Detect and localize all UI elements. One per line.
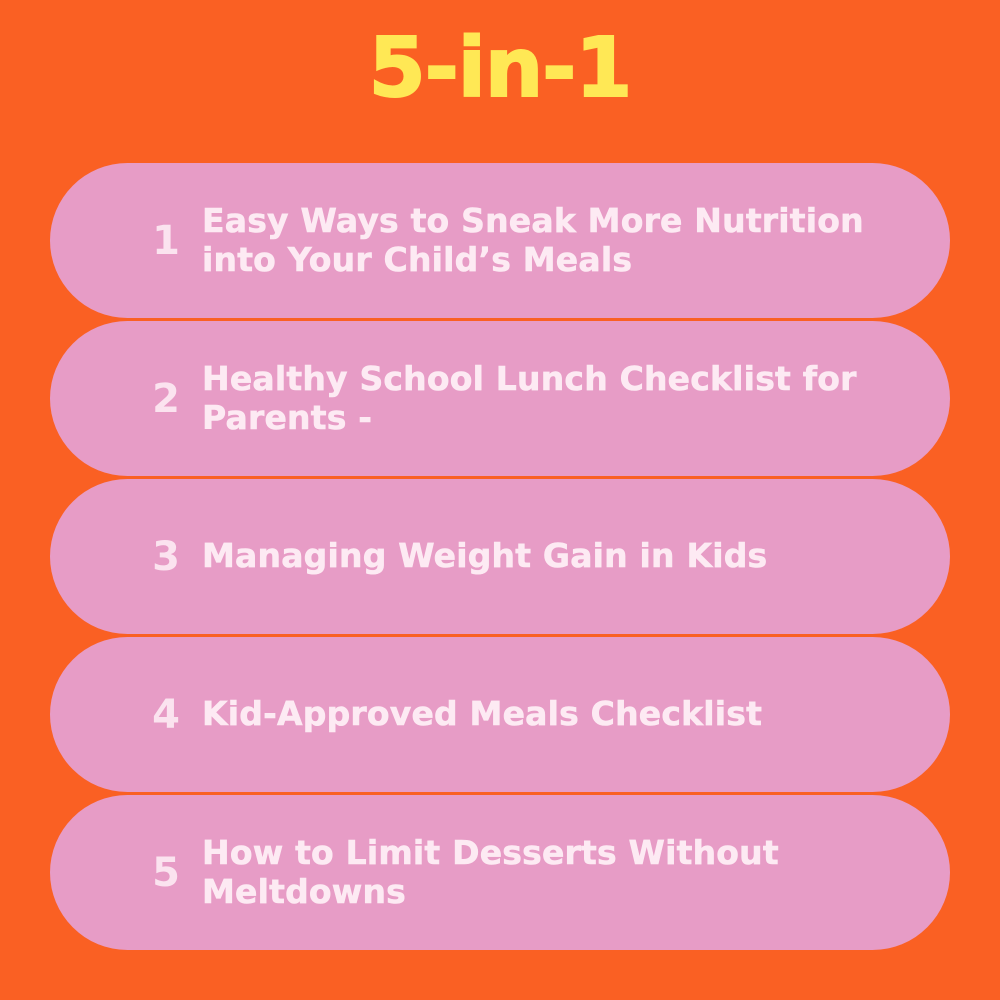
list-item-label: Managing Weight Gain in Kids (202, 536, 768, 576)
checklist (50, 163, 950, 953)
list-item-number: 3 (152, 533, 180, 580)
page-title: 5-in-1 (368, 21, 632, 116)
list-item[interactable] (50, 163, 950, 318)
list-item[interactable] (50, 321, 950, 476)
list-item-label: How to Limit Desserts Without Meltdowns (202, 832, 779, 911)
list-item[interactable] (50, 795, 950, 950)
list-item-number: 2 (152, 375, 180, 422)
list-item-number: 1 (152, 217, 180, 264)
list-item-label: Healthy School Lunch Checklist for Parents - (202, 358, 857, 437)
list-item-number: 5 (152, 849, 180, 896)
list-item-label: Kid-Approved Meals Checklist (202, 694, 763, 734)
list-item-label: Easy Ways to Sneak More Nutrition into Your Child’s Meals (202, 200, 864, 279)
list-item-number: 4 (152, 691, 180, 738)
list-item[interactable] (50, 479, 950, 634)
list-item[interactable] (50, 637, 950, 792)
